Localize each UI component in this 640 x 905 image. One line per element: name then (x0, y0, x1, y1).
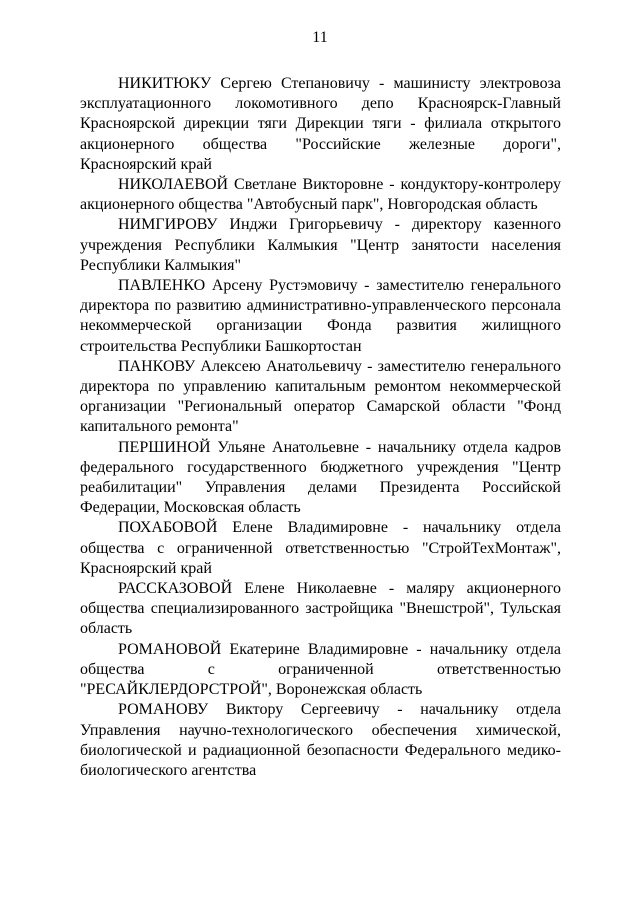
award-entry-nikolaeva: НИКОЛАЕВОЙ Светлане Викторовне - кондуктору-контролеру акционерного общества "Автобусный парк", Новгородская область (80, 176, 561, 214)
award-entry-nimgirov: НИМГИРОВУ Инджи Григорьевичу - директору казенного учреждения Республики Калмыкия "Центр занятости населения Республики Калмыкия" (80, 216, 561, 274)
award-entry-romanova: РОМАНОВОЙ Екатерине Владимировне - начальнику отдела общества с ограниченной ответственностью "РЕСАЙКЛЕРДОРСТРОЙ", Воронежская область (80, 640, 561, 699)
award-entry-pershina: ПЕРШИНОЙ Ульяне Анатольевне - начальнику отдела кадров федерального государственного бюджетного учреждения "Центр реабилитации" Управления делами Президента Российской Федерации, Московская область (80, 438, 561, 517)
award-entry-pokhabova: ПОХАБОВОЙ Елене Владимировне - начальнику отдела общества с ограниченной ответственностью "СтройТехМонтаж", Красноярский край (80, 519, 561, 577)
page-number: 11 (312, 29, 328, 46)
award-entry-rasskazova: РАССКАЗОВОЙ Елене Николаевне - маляру акционерного общества специализированного застройщика "Внешстрой", Тульская область (80, 580, 561, 638)
award-entry-romanov: РОМАНОВУ Виктору Сергеевичу - начальнику отдела Управления научно-технологического обеспечения химической, биологической и радиационной безопасности Федерального медико-биологического агентства (80, 701, 561, 779)
award-entry-pankov: ПАНКОВУ Алексею Анатольевичу - заместителю генерального директора по управлению капитальным ремонтом некоммерческой организации "Региональный оператор Самарской области "Фонд капитального ремонта" (80, 357, 561, 436)
award-entry-pavlenko: ПАВЛЕНКО Арсену Рустэмовичу - заместителю генерального директора по развитию административно-управленческого персонала некоммерческой организации Фонда развития жилищного строительства Республики Башкортостан (80, 277, 561, 355)
award-entry-nikityuk: НИКИТЮКУ Сергею Степановичу - машинисту электровоза эксплуатационного локомотивного депо Красноярск-Главный Красноярской дирекции тяги Дирекции тяги - филиала открытого акционерного общества "Российские железные дороги", Красноярский край (80, 75, 561, 173)
award-list (80, 74, 561, 781)
